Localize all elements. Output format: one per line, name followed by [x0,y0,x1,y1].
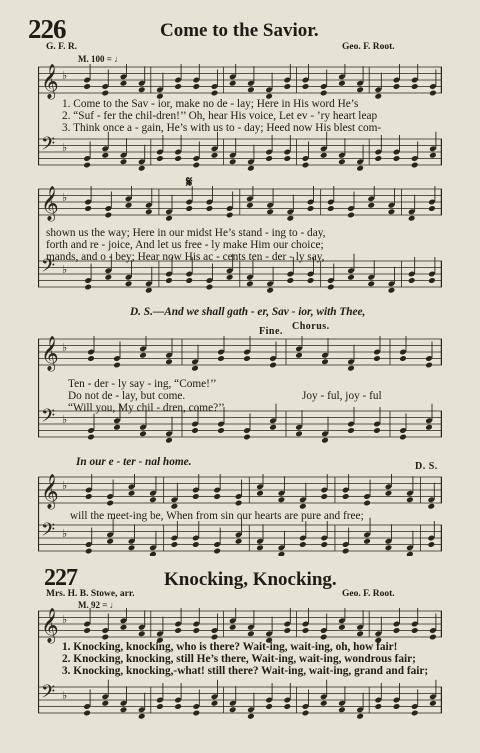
note-head [246,280,254,287]
note-head [149,551,157,556]
note-head [320,152,328,159]
note-head [266,287,274,294]
note-head [128,490,136,497]
note-head [256,490,264,497]
note-head [385,544,393,551]
lyric-line: Joy - ful, joy - ful [302,390,382,402]
note-head [347,365,355,372]
note-head [338,158,346,165]
lyricist-credit: G. F. R. [46,42,78,52]
note-head [206,205,214,212]
note-head [425,424,433,431]
note-head [217,427,225,434]
note-head [235,538,243,545]
note-head [83,627,91,634]
note-head [192,710,200,717]
note-head [278,551,286,556]
note-head [213,493,221,500]
note-head [373,427,381,434]
composer-credit: Geo. F. Root. [342,589,395,599]
lyric-line: Ten - der - ly say - ing, “Come!’’ [68,378,217,390]
note-head [156,703,164,710]
note-head [411,710,419,717]
lyric-line: In our e - ter - nal home. [76,456,192,468]
note-head [302,83,310,90]
note-head [125,202,133,209]
note-head [321,358,329,365]
note-head [429,152,437,159]
note-head [247,713,255,720]
note-head [393,703,401,710]
lyric-line: “Will you, My chil - dren, come?’’ [68,402,225,414]
note-head [295,352,303,359]
note-head [105,212,113,219]
note-head [211,634,219,641]
note-head [408,215,416,222]
note-head [226,212,234,219]
note-head [106,538,114,545]
note-head [174,627,182,634]
note-head [83,83,91,90]
note-head [408,277,416,284]
note-head [367,280,375,287]
note-head [87,434,95,441]
lyric-line: mands, and o - bey; Hear now His ac - cents ten - der - ly say, [46,251,325,263]
lyricist-credit: Mrs. H. B. Stowe, arr. [46,589,135,599]
note-head [191,365,199,372]
note-head [320,541,328,548]
note-head [347,274,355,281]
note-head [229,706,237,713]
note-head [269,362,277,369]
lyric-line: shown us the way; Here in our midst He’s stand - ing to - day, [46,227,326,239]
note-head [165,277,173,284]
note-head [229,624,237,631]
note-head [149,496,157,503]
composer-credit: Geo. F. Root. [342,42,395,52]
note-head [269,424,277,431]
key-signature-flat-icon: ♭ [62,341,68,354]
note-head [165,437,173,444]
note-head [283,627,291,634]
note-head [139,430,147,437]
note-head [356,165,364,172]
note-head [266,208,274,215]
note-head [411,83,419,90]
note-head [327,205,335,212]
note-head [226,274,234,281]
note-head [101,90,109,97]
note-head [113,362,121,369]
note-head [138,630,146,637]
note-head [388,287,396,294]
note-head [265,703,273,710]
note-head [399,355,407,362]
note-head [393,627,401,634]
note-head [320,634,328,641]
note-head [211,90,219,97]
note-head [429,634,437,641]
key-signature-flat-icon: ♭ [62,69,68,82]
note-head [85,493,93,500]
note-head [342,548,350,555]
note-head [243,434,251,441]
note-head [83,710,91,717]
note-head [287,215,295,222]
treble-clef-icon: 𝄞 [41,186,59,221]
note-head [101,152,109,159]
note-head [411,627,419,634]
key-signature-flat-icon: ♭ [62,141,68,154]
note-head [165,215,173,222]
hymn-number: 226 [28,14,66,44]
note-head [185,277,193,284]
lyric-line: D. S.—And we shall gath - er, Sav - ior, with Thee, [130,306,366,318]
note-head [373,355,381,362]
note-head [307,205,315,212]
note-head [347,212,355,219]
note-head [320,90,328,97]
note-head [84,284,92,291]
note-head [399,434,407,441]
note-head [120,158,128,165]
note-head [174,703,182,710]
note-head [278,496,286,503]
note-head [374,93,382,100]
bass-clef-icon: 𝄢 [41,520,56,545]
note-head [120,624,128,631]
lyric-line: 2. Knocking, knocking, still He’s there, Wait-ing, wait-ing, wondrous fair; [62,653,416,665]
note-head [192,162,200,169]
note-head [427,503,435,510]
treble-clef-icon: 𝄞 [41,608,59,643]
bass-clef-icon: 𝄢 [41,256,56,281]
tempo-marking: M. 92 = ♩ [78,600,119,610]
note-head [174,83,182,90]
note-head [283,83,291,90]
note-head [283,703,291,710]
note-head [217,355,225,362]
lyric-line: will the meet-ing be, When from sin our hearts are pure and free; [70,510,364,522]
note-head [171,541,179,548]
note-head [393,155,401,162]
treble-clef-icon: 𝄞 [41,474,59,509]
note-head [174,155,182,162]
note-head [406,551,414,556]
note-head [206,284,214,291]
note-head [145,287,153,294]
note-head [246,202,254,209]
key-signature-flat-icon: ♭ [62,191,68,204]
bass-clef-icon: 𝄢 [41,406,56,431]
note-head [101,700,109,707]
key-signature-flat-icon: ♭ [62,479,68,492]
key-signature-flat-icon: ♭ [62,613,68,626]
note-head [374,155,382,162]
lyric-line: forth and re - joice, And let us free - ly make Him our choice; [46,239,324,251]
treble-clef-icon: 𝄞 [41,64,59,99]
treble-clef-icon: 𝄞 [41,336,59,371]
note-head [171,503,179,510]
hymn-number: 227 [44,565,77,591]
note-head [265,155,273,162]
lyric-line: 3. Think once a - gain, He’s with us to - day; Heed now His blest com- [62,122,382,134]
note-head [374,703,382,710]
note-head [302,162,310,169]
note-head [128,544,136,551]
note-head [338,706,346,713]
note-head [321,437,329,444]
hymn-title: Come to the Savior. [160,20,319,41]
note-head [211,700,219,707]
lyric-line: 1. Come to the Sav - ior, make no de - lay; Here in His word He’s [62,98,359,110]
key-signature-flat-icon: ♭ [62,689,68,702]
key-signature-flat-icon: ♭ [62,527,68,540]
note-head [247,630,255,637]
note-head [106,500,114,507]
segno-sign: 𝄋 [186,175,193,191]
note-head [139,352,147,359]
note-head [338,624,346,631]
note-head [85,548,93,555]
ds-marking: D. S. [415,461,438,472]
note-head [156,155,164,162]
note-head [411,162,419,169]
note-head [356,630,364,637]
lyric-line: 2. “Suf - fer the chil-dren!’’ Oh, hear His voice, Let ev - ’ry heart leap [62,110,378,122]
note-head [356,86,364,93]
fine-marking: Fine. [259,326,283,337]
key-signature-flat-icon: ♭ [62,263,68,276]
note-head [385,490,393,497]
note-head [211,152,219,159]
note-head [299,541,307,548]
chorus-marking: Chorus. [292,321,330,332]
note-head [356,713,364,720]
note-head [247,86,255,93]
note-head [185,205,193,212]
note-head [120,706,128,713]
bass-clef-icon: 𝄢 [41,682,56,707]
note-head [138,86,146,93]
note-head [302,710,310,717]
lyric-line: 1. Knocking, knocking, who is there? Wait-ing, wait-ing, oh, how fair! [62,641,398,653]
note-head [256,544,264,551]
note-head [295,430,303,437]
note-head [307,277,315,284]
note-head [287,277,295,284]
note-head [101,634,109,641]
note-head [338,80,346,87]
note-head [342,493,350,500]
note-head [87,355,95,362]
note-head [105,274,113,281]
note-head [229,158,237,165]
note-head [428,277,436,284]
note-head [327,284,335,291]
lyric-line: 3. Knocking, knocking,-what! still there? Wait-ing, wait-ing, grand and fair; [62,665,429,677]
note-head [363,500,371,507]
note-head [138,713,146,720]
note-head [145,208,153,215]
note-head [83,162,91,169]
note-head [192,493,200,500]
note-head [120,80,128,87]
note-head [84,205,92,212]
hymn-title: Knocking, Knocking. [164,569,337,590]
lyric-line: Do not de - lay, but come. [68,390,186,402]
note-head [363,538,371,545]
note-head [429,700,437,707]
note-head [235,500,243,507]
bass-clef-icon: 𝄢 [41,134,56,159]
note-head [229,80,237,87]
note-head [125,280,133,287]
note-head [213,548,221,555]
key-signature-flat-icon: ♭ [62,413,68,426]
note-head [283,155,291,162]
note-head [299,503,307,510]
note-head [165,358,173,365]
note-head [302,627,310,634]
note-head [347,427,355,434]
note-head [388,208,396,215]
note-head [247,165,255,172]
note-head [243,355,251,362]
note-head [192,627,200,634]
note-head [406,496,414,503]
note-head [320,700,328,707]
note-head [367,202,375,209]
note-head [138,165,146,172]
note-head [425,362,433,369]
note-head [320,493,328,500]
note-head [192,541,200,548]
tempo-marking: M. 100 = ♩ [78,54,124,64]
note-head [428,205,436,212]
note-head [192,83,200,90]
note-head [429,90,437,97]
note-head [393,83,401,90]
note-head [113,424,121,431]
note-head [427,541,435,548]
note-head [191,427,199,434]
